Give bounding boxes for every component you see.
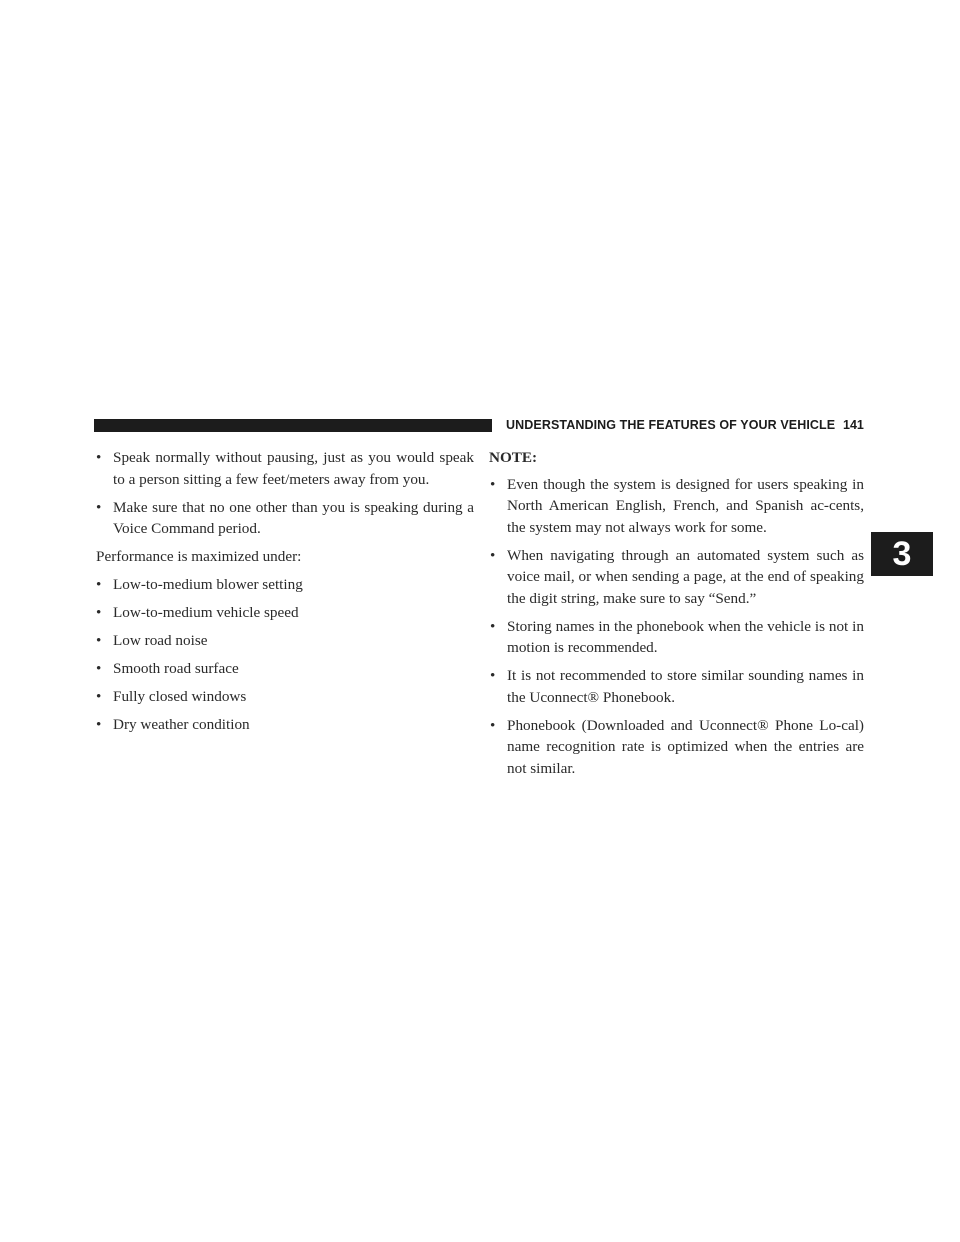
bullet-icon: •: [490, 475, 496, 493]
bullet-icon: •: [96, 498, 102, 516]
list-item-text: It is not recommended to store similar sounding names in the Uconnect® Phonebook.: [507, 667, 864, 706]
list-item-text: Low-to-medium blower setting: [113, 576, 303, 593]
running-header-title: UNDERSTANDING THE FEATURES OF YOUR VEHICLE: [506, 418, 836, 432]
list-item: [490, 474, 864, 539]
bullet-icon: •: [490, 546, 496, 564]
list-item: [96, 602, 474, 624]
list-item: [490, 715, 864, 780]
list-item-text: Low road noise: [113, 632, 208, 649]
bullet-icon: •: [490, 716, 496, 734]
list-item: [490, 665, 864, 708]
list-item-text: Storing names in the phonebook when the vehicle is not in motion is recommended.: [507, 617, 864, 656]
bullet-icon: •: [490, 667, 496, 684]
bullet-icon: •: [96, 660, 102, 677]
list-item: [490, 545, 864, 610]
left-column: [96, 447, 474, 742]
list-item: [96, 658, 474, 680]
bullet-icon: •: [96, 576, 102, 593]
list-item-text: Dry weather condition: [113, 716, 250, 733]
list-item-text: Phonebook (Downloaded and Uconnect® Phone Lo-cal) name recognition rate is optimized when the entries are not similar.: [507, 716, 864, 777]
bullet-icon: •: [490, 617, 496, 635]
bullet-icon: •: [96, 604, 102, 621]
list-item: [96, 686, 474, 708]
note-heading: NOTE:: [489, 449, 538, 466]
list-item: [96, 714, 474, 736]
chapter-tab: 3: [871, 532, 933, 576]
bullet-icon: •: [96, 632, 102, 649]
header-rule-bar: [94, 419, 492, 432]
list-item: [96, 574, 474, 596]
list-item-text: When navigating through an automated system such as voice mail, or when sending a page, at the end of speaking the digit string, make sure to say “Send.”: [507, 546, 864, 607]
list-item-text: Smooth road surface: [113, 660, 239, 677]
list-item: [96, 497, 474, 540]
bullet-icon: •: [96, 716, 102, 733]
list-item-text: Low-to-medium vehicle speed: [113, 604, 299, 621]
intro-paragraph: Performance is maximized under:: [96, 548, 302, 565]
bullet-icon: •: [96, 688, 102, 705]
list-item-text: Fully closed windows: [113, 688, 247, 705]
page-number: 141: [843, 418, 864, 432]
bullet-icon: •: [96, 449, 102, 466]
list-item-text: Speak normally without pausing, just as you would speak to a person sitting a few feet/meters away from you.: [113, 449, 474, 488]
right-column: [489, 447, 864, 786]
list-item: [96, 630, 474, 652]
list-item: [490, 616, 864, 659]
list-item-text: Even though the system is designed for users speaking in North American English, French, and Spanish ac-cents, the system may not always work for some.: [507, 475, 864, 536]
list-item: [96, 447, 474, 490]
list-item-text: Make sure that no one other than you is speaking during a Voice Command period.: [113, 498, 474, 537]
